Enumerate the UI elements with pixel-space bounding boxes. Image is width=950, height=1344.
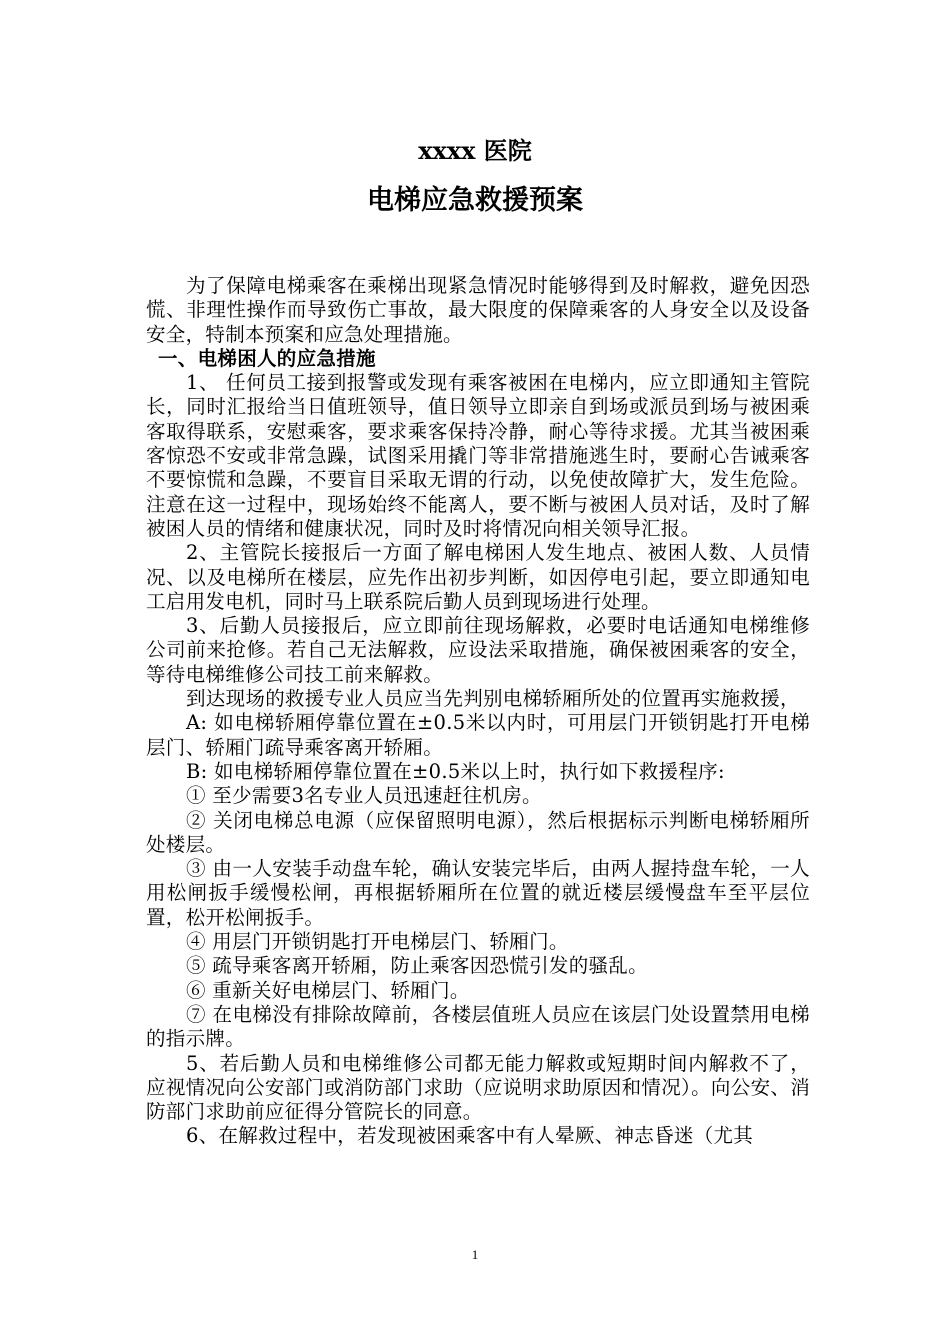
paragraph-procedure-6: ⑥ 重新关好电梯层门、轿厢门。 xyxy=(186,978,470,1002)
document-org-title: xxxx 医院 xyxy=(418,136,532,165)
paragraph-step-2: 2、主管院长接报后一方面了解电梯困人发生地点、被困人数、人员情况、以及电梯所在楼层，应先作出初步判断，如因停电引起，要立即通知电工启用发电机，同时马上联系院后勤人员到现场进行处理。 xyxy=(146,541,810,613)
paragraph-procedure-2: ② 关闭电梯总电源（应保留照明电源），然后根据标示判断电梯轿厢所处楼层。 xyxy=(146,808,810,856)
paragraph-procedure-1: ① 至少需要3名专业人员迅速赶往机房。 xyxy=(186,784,542,808)
paragraph-intro: 为了保障电梯乘客在乘梯出现紧急情况时能够得到及时解救，避免因恐慌、非理性操作而导致伤亡事故，最大限度的保障乘客的人身安全以及设备安全，特制本预案和应急处理措施。 xyxy=(146,274,810,346)
paragraph-case-b: B: 如电梯轿厢停靠位置在±0.5米以上时，执行如下救援程序: xyxy=(186,759,725,783)
document-body xyxy=(146,274,810,1149)
section-heading: 一、电梯困人的应急措施 xyxy=(158,346,376,370)
paragraph-step-1: 1、 任何员工接到报警或发现有乘客被困在电梯内，应立即通知主管院长，同时汇报给当日值班领导，值日领导立即亲自到场或派员到场与被困乘客取得联系，安慰乘客，要求乘客保持冷静，耐心等待求援。尤其当被困乘客惊恐不安或非常急躁，试图采用撬门等非常措施逃生时，要耐心告诫乘客不要惊慌和急躁，不要盲目采取无谓的行动，以免使故障扩大，发生危险。注意在这一过程中，现场始终不能离人，要不断与被困人员对话，及时了解被困人员的情绪和健康状况，同时及时将情况向相关领导汇报。 xyxy=(146,371,810,540)
paragraph-case-a: A: 如电梯轿厢停靠位置在±0.5米以内时，可用层门开锁钥匙打开电梯层门、轿厢门疏导乘客离开轿厢。 xyxy=(146,711,810,759)
page-number: 1 xyxy=(471,1247,479,1262)
paragraph-rescue-intro: 到达现场的救援专业人员应当先判别电梯轿厢所处的位置再实施救援， xyxy=(186,687,800,711)
paragraph-procedure-3: ③ 由一人安装手动盘车轮，确认安装完毕后，由两人握持盘车轮，一人用松闸扳手缓慢松闸，再根据轿厢所在位置的就近楼层缓慢盘车至平层位置，松开松闸扳手。 xyxy=(146,857,810,929)
paragraph-procedure-7: ⑦ 在电梯没有排除故障前，各楼层值班人员应在该层门处设置禁用电梯的指示牌。 xyxy=(146,1002,810,1051)
paragraph-procedure-5: ⑤ 疏导乘客离开轿厢，防止乘客因恐慌引发的骚乱。 xyxy=(186,954,648,978)
paragraph-step-6: 6、在解救过程中，若发现被困乘客中有人晕厥、神志昏迷（尤其 xyxy=(186,1124,754,1148)
paragraph-step-3: 3、后勤人员接报后，应立即前往现场解救，必要时电话通知电梯维修公司前来抢修。若自己无法解救，应设法采取措施，确保被困乘客的安全，等待电梯维修公司技工前来解救。 xyxy=(146,614,810,686)
paragraph-procedure-4: ④ 用层门开锁钥匙打开电梯层门、轿厢门。 xyxy=(186,930,569,954)
paragraph-step-5: 5、若后勤人员和电梯维修公司都无能力解救或短期时间内解救不了，应视情况向公安部门或消防部门求助（应说明求助原因和情况）。向公安、消防部门求助前应征得分管院长的同意。 xyxy=(146,1051,810,1124)
document-main-title: 电梯应急救援预案 xyxy=(367,185,583,216)
